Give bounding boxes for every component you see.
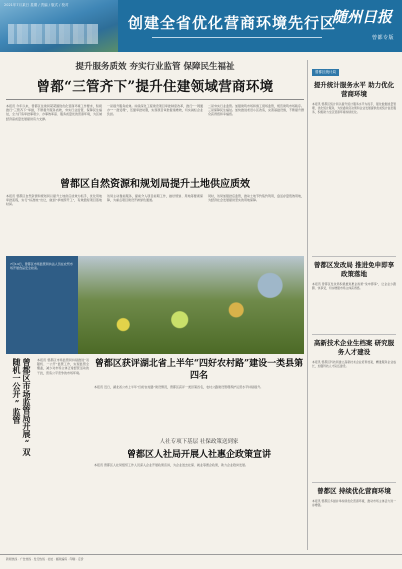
- lead-col-3: 二是夯实行业监管。加强建筑市场和施工现场监管，规范建筑市场秩序。三是保障民生福祉。加快推进老旧小区改造，完善基础设施，不断提升群众获得感和幸福感。: [208, 104, 304, 117]
- sidebar-text-3: 本报讯 曾都区科技局建立高新技术企业培育档案，精准服务企业成长，加强科技人才队伍建设。: [312, 360, 396, 368]
- second-col-3: 同时，该局加强批后监管，推动土地节约集约利用，盘活存量低效用地，为经济社会发展提供坚实的用地保障。: [208, 194, 304, 203]
- photo-caption-panel: [6, 256, 78, 354]
- section-label: 曾都专版: [371, 35, 394, 41]
- market-inspection-image: [78, 256, 304, 354]
- divider: [312, 482, 396, 483]
- sidebar-text-4: 本报讯 曾都区多措并举持续优化营商环境，推动市场主体活力进一步增强。: [312, 499, 396, 507]
- lead-headline: 曾都“三管齐下”提升住建领域营商环境: [36, 79, 274, 95]
- sidebar-title-4: 曾都区 持续优化营商环境: [317, 487, 391, 495]
- footer-text: 新闻热线 · 广告热线 · 发行热线 · 社址 · 邮政编码 · 印刷 · 定价: [6, 557, 84, 561]
- second-col-1: 本报讯 曾都区自然资源和规划局以提升土地供应质效为抓手，优化用地审批流程，实行“标准地”出让，做到“拿地即开工”，有效缩短项目落地时间。: [6, 194, 102, 207]
- banner-photo: [0, 0, 118, 52]
- divider: [6, 99, 304, 100]
- divider: [312, 334, 396, 335]
- second-col-2: 该局主动靠前服务，提前介入项目前期工作，做好规划、用地等要素保障，为重点项目建设开辟绿色通道。: [107, 194, 203, 203]
- feature-col-2: 本报讯 近日，湖北省公布上半年“四好农村路”建设情况，曾都区获评一类县第四名，农村公路建设管理养护运营水平持续提升。: [94, 385, 264, 389]
- lead-col-1: 本报讯 今年以来，曾都区住建局紧紧围绕优化营商环境工作要求，积极推行“三管齐下”举措，不断提升服务质效，夯实行业监管，保障民生福祉，全力打造审批事项少、办事效率高、服务质量优的营商环境，为区域经济高质量发展提供有力支撑。: [6, 104, 102, 121]
- feature-block: [6, 358, 304, 508]
- lead-col-2: 一是提升服务质效。持续深化工程建设项目审批制度改革，推行“一网通办”“一窗受理”，压缩审批时限，实现项目审批提速增效，切实减轻企业负担。: [107, 104, 203, 117]
- sidebar-text-1: 本报讯 曾都区统计局以提升统计服务水平为抓手，强化数据质量管理，优化统计服务，为党委政府决策和企业发展提供优质统计信息服务，积极助力全区营商环境持续优化。: [312, 102, 396, 114]
- divider: [312, 256, 396, 257]
- sidebar-tag: 曾都区统计局: [312, 69, 339, 76]
- banner-rule: [152, 37, 322, 38]
- feature-col-3: 本报讯 曾都区人社局组织工作人员深入企业开展政策宣讲，为企业送去社保、就业等惠企政策，助力企业稳岗发展。: [94, 463, 248, 467]
- sidebar: [312, 58, 396, 539]
- lead-article: [6, 104, 304, 170]
- sidebar-text-2: 本报讯 曾都区发改局积极推进惠企政策“免申即享”，让企业少跑腿、快享受，切实增强市场主体获得感。: [312, 282, 396, 290]
- lead-kicker: 提升服务质效 夯实行业监管 保障民生福祉: [75, 62, 235, 72]
- sidebar-title-3: 高新技术企业生档案 研究服务人才建设: [313, 339, 395, 356]
- newspaper-logo: 随州日报: [331, 8, 392, 26]
- feature-vertical-title: 曾都区市场监管局开展“双随机一公开”监管: [12, 358, 32, 456]
- second-headline: 曾都区自然资源和规划局提升土地供应质效: [60, 179, 250, 190]
- news-photo: [6, 256, 304, 354]
- banner-title: 创建全省优化营商环境先行区: [128, 14, 337, 32]
- photo-caption: 7月14日，曾都区市场监管局执法人员在农贸市场开展食品安全检查。: [10, 262, 73, 271]
- page-banner: [0, 0, 402, 52]
- feature-right: [94, 358, 304, 508]
- main-column: [6, 58, 304, 508]
- column-divider: [307, 60, 308, 550]
- page-footer: [0, 554, 402, 569]
- banner-meta: 2021年7月某日 星期 / 责编 / 版式 / 校对: [4, 3, 69, 7]
- sidebar-title-2: 曾都区发改局 推进免申即享政策落地: [313, 261, 395, 278]
- feature-headline-b: 曾都区人社局开展人社惠企政策宣讲: [126, 450, 271, 460]
- feature-headline-a: 曾都区获评湖北省上半年“四好农村路”建设一类县第四名: [94, 359, 304, 381]
- feature-col-1: 本报讯 曾都区市场监管局持续推进“双随机、一公开”监管工作，实现监管全覆盖，减少对市场主体正常经营活动的干扰，营造公平竞争的市场环境。: [37, 358, 89, 375]
- sidebar-title-1: 提升统计服务水平 助力优化营商环境: [313, 81, 395, 98]
- second-article: [6, 194, 304, 252]
- feature-kicker-b: 人社专项下基层 社保政策送到家: [159, 439, 239, 445]
